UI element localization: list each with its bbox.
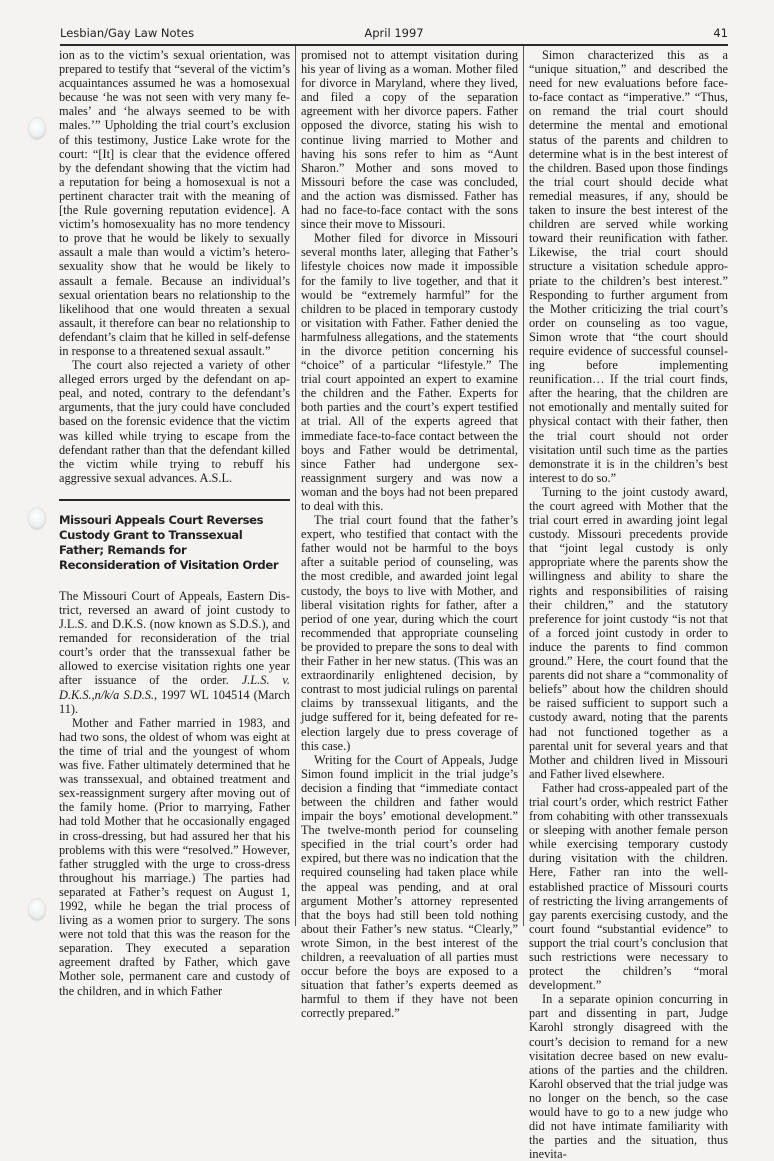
page-number: 41 [713,26,728,40]
issue-date: April 1997 [364,26,424,40]
column-3 [529,48,728,1161]
binder-hole-bottom [28,898,46,920]
paragraph: Mother and Father married in 1983, and had two sons, the oldest of whom was eight at the time of trial and the youngest of whom was five. Father ultimately determined that he was transsexual, and obtained treatment and sex-reassignment surgery after moving out of the family home. (Prior to marrying, Father had told Mother that he occasionally engaged in cross-dressing, but had assured her that his problems with this were “resolved.” However, father struggled with the urge to cross-dress throughout his marriage.) The parties had separated at Father’s request on August 1, 1992, while he began the trial process of living as a women prior to surgery. The sons were not told that this was the reason for the separation. They executed a separation agreement drafted by Father, which gave Mother sole, permanent care and custody of the children, and in which Father [59,715,290,998]
column-divider-right [523,46,524,926]
article-headline: Missouri Appeals Court Reverses Custody Grant to Transsexual Father; Remands for Reconsideration of Visitation Order [59,512,279,572]
header-rule [60,44,728,46]
publication-title: Lesbian/Gay Law Notes [60,26,195,40]
paragraph: ion as to the victim’s sexual orientation, was prepared to testify that “several of the victim’s acquaintances assumed he was a homosexual because ‘he was not seen with very many females’ and ‘he always seemed to be with males.’” Upholding the trial court’s exclusion of this testimony, Justice Lake wrote for the court: “[It] is clear that the evidence offered by the defendant showing that the victim had a reputation for being a homosexual is not a pertinent character trait with the meaning of [the Rule governing reputation evidence]. A victim’s homosexuality has no more tendency to prove that he would be likely to sexually assault a male than would a victim’s heterosexuality show that he would be likely to assault a female. Because an individual’s sexual orientation bears no relationship to the likelihood that one would threaten a sexual assault, it therefore can bear no relationship to defendant’s claim that he killed in self-defense in response to a threatened sexual assault.” [59,48,290,358]
binder-hole-top [28,117,46,139]
running-header [60,22,728,42]
paragraph: The trial court found that the father’s expert, who testified that contact with the father would not be harmful to the boys after a suitable period of counseling, was the most credible, and awarded joint legal custody, the boys to live with Mother, and liberal visitation rights for father, after a period of one year, during which the court recommended that appropriate counseling be provided to prepare the sons to deal with their Father in her new status. (This was an extraordinarily enlightened decision, by contrast to most judicial rulings on parental claims by transsexual litigants, and the judge suffered for it, being defeated for re-election largely due to press coverage of this case.) [301,513,518,753]
paragraph: In a separate opinion concurring in part and dissenting in part, Judge Karohl strongly disagreed with the court’s decision to remand for a new visitation decree based on new evaluations of the parties and the children. Karohl observed that the trial judge was no longer on the bench, so the case would have to go to a new judge who did not have intimate familiarity with the parties and the situation, thus inevita- [529,992,728,1161]
article-intro [59,589,290,716]
paragraph: promised not to attempt visitation during his year of living as a woman. Mother filed for divorce in Maryland, where they lived, and filed a copy of the separation agreement with her divorce papers. Father opposed the divorce, stating his wish to continue living married to Mother and having his sons refer to him as “Aunt Sharon.” Mother and sons moved to Missouri before the case was concluded, and the action was dismissed. Father has had no face-to-face contact with the sons since their move to Missouri. [301,48,518,232]
section-divider [59,499,290,501]
column-1 [59,48,290,998]
column-2 [301,48,518,1020]
paragraph: The court also rejected a variety of other alleged errors urged by the defendant on appeal, and noted, contrary to the defendant’s arguments, that the jury could have concluded based on the forensic evidence that the victim was killed while trying to escape from the defendant rather than that the defendant killed the victim while trying to rebuff his aggressive sexual advances. A.S.L. [59,358,290,485]
paragraph: Father had cross-appealed part of the trial court’s order, which restrict Father from cohabiting with other transsexuals or sleeping with another female person while exercising temporary custody during visitation with the children. Here, Father ran into the well-established practice of Missouri courts of restricting the living arrangements of gay parents exercising custody, and the court found “substantial evidence” to support the trial court’s conclusion that such restrictions were necessary to protect the children’s “moral development.” [529,780,728,993]
paragraph: Simon characterized this as a “unique situation,” and described the need for new evaluations before face-to-face contact as “imperative.” “Thus, on remand the trial court should determine the mental and emotional status of the parents and children to determine what is in the best interest of the children. Based upon those findings the trial court should decide what remedial measures, if any, should be taken to insure the best interest of the children are served while working toward their reunification with father. Likewise, the trial court should structure a visitation schedule appropriate to the children’s best interest.” Responding to further argument from the Mother criticizing the trial court’s order on counseling as too vague, Simon wrote that “the court should require evidence of successful counseling before implementing reunification… If the trial court finds, after the hearing, that the children are not emotionally and mentally suited for physical contact with their father, then the trial court should not order visitation until such time as the parties demonstrate it is in the children’s best interest to do so.” [529,48,728,485]
paragraph: Mother filed for divorce in Missouri several months later, alleging that Father’s lifestyle choices now made it impossible for the family to live together, and that it would be “extremely harmful” for the children to be placed in temporary custody or visitation with Father. Father denied the harmfulness allegations, and the statements in the divorce petition concerning his “choice” of a particular “lifestyle.” The trial court appointed an expert to examine the children and the Father. Experts for both parties and the court’s expert testified at trial. All of the experts agreed that immediate face-to-face contact between the boys and Father would be detrimental, since Father had undergone sex-reassignment surgery and was now a woman and the boys had not been prepared to deal with this. [301,231,518,513]
intro-text: The Missouri Court of Appeals, Eastern District, reversed an award of joint custody to J.L.S. and D.K.S. (now known as S.D.S.), and remanded for reconsideration of the trial court’s order that the transsexual father be allowed to exercise visitation rights one year after issuance of the order. [59,588,290,688]
paragraph: Turning to the joint custody award, the court agreed with Mother that the trial court erred in awarding joint legal custody. Missouri precedents provide that “joint legal custody is only appropriate where the parents show the willingness and ability to share the rights and responsibilities of raising their children,” and the statutory preference for joint custody “is not that of a forced joint custody in order to induce the parents to find common ground.” Here, the court found that the parents did not share a “commonality of beliefs” about how the children should be raised sufficient to support such a custody award, noting that the parents had not functioned together as a parental unit for several years and that Mother and children lived in Missouri and Father lived elsewhere. [529,484,728,781]
column-divider-left [295,46,296,926]
citation-reference: , 1997 WL 104514 (March 11). [59,687,291,716]
paragraph: Writing for the Court of Appeals, Judge Simon found implicit in the trial judge’s decision a finding that “immediate contact between the children and father would impair the boys’ emotional development.” The twelve-month period for counseling specified in the trial court’s order had expired, but there was no indication that the required counseling had taken place while the appeal was pending, and at oral argument Mother’s attorney represented that the boys had still been told nothing about their Father’s new status. “Clearly,” wrote Simon, in the best interest of the children, a reevaluation of all parties must occur before the boys are exposed to a situation that father’s experts deemed as harmful to them if they have not been correctly prepared.” [301,752,518,1021]
case-citation: J.L.S. v. D.K.S.,n/k/a S.D.S. [59,673,290,702]
binder-hole-middle [28,507,46,529]
